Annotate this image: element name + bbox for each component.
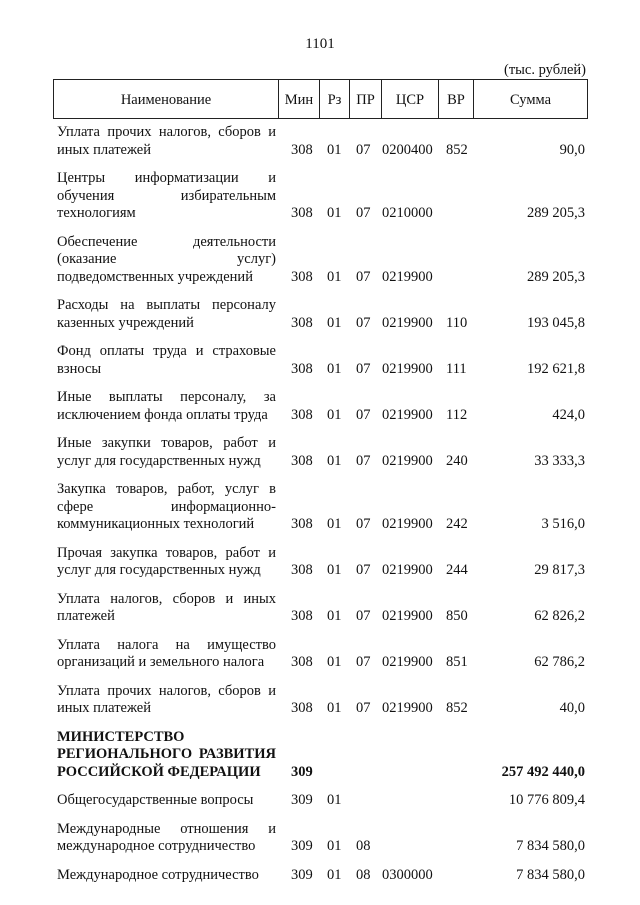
row-sum: 62 826,2 — [534, 608, 585, 624]
row-rz: 01 — [327, 792, 342, 808]
table-row — [57, 683, 588, 718]
row-csr: 0219900 — [382, 562, 433, 578]
row-vr: 242 — [446, 516, 468, 532]
header-name: Наименование — [54, 80, 279, 118]
table-body — [57, 124, 588, 895]
row-pr: 07 — [356, 205, 371, 221]
row-csr: 0219900 — [382, 360, 433, 377]
row-min: 309 — [291, 838, 313, 854]
row-sum: 192 621,8 — [527, 360, 585, 377]
table-row — [57, 867, 588, 885]
row-min: 308 — [291, 205, 313, 221]
table-row — [57, 792, 588, 810]
header-vr: ВР — [439, 80, 474, 118]
row-csr: 0219900 — [382, 700, 433, 716]
row-min: 309 — [291, 792, 313, 808]
table-row — [57, 389, 588, 424]
row-min: 308 — [291, 141, 313, 158]
row-vr: 240 — [446, 452, 468, 469]
row-name: Расходы на выплаты персоналу казенных учреждений — [57, 297, 276, 331]
row-min: 308 — [291, 314, 313, 331]
row-pr: 07 — [356, 516, 371, 532]
row-rz: 01 — [327, 205, 342, 221]
row-name: Уплата налогов, сборов и иных платежей — [57, 590, 276, 624]
row-name: Уплата прочих налогов, сборов и иных платежей — [57, 682, 276, 716]
row-vr: 851 — [446, 654, 468, 670]
row-name: Уплата налога на имущество организаций и земельного налога — [57, 636, 276, 670]
row-sum: 29 817,3 — [534, 562, 585, 578]
row-min: 308 — [291, 406, 313, 423]
row-sum: 40,0 — [559, 700, 585, 716]
row-name: Международные отношения и международное сотрудничество — [57, 820, 276, 854]
row-name: Закупка товаров, работ, услуг в сфере информационно-коммуникационных технологий — [57, 481, 276, 532]
row-sum: 7 834 580,0 — [516, 838, 585, 854]
row-pr: 07 — [356, 268, 371, 285]
row-pr: 07 — [356, 360, 371, 377]
row-name: Фонд оплаты труда и страховые взносы — [57, 343, 276, 377]
row-sum: 7 834 580,0 — [516, 866, 585, 883]
row-rz: 01 — [327, 700, 342, 716]
row-name: Общегосударственные вопросы — [57, 792, 254, 808]
row-csr: 0300000 — [382, 866, 433, 883]
row-rz: 01 — [327, 452, 342, 469]
row-sum: 62 786,2 — [534, 654, 585, 670]
row-min: 308 — [291, 268, 313, 285]
row-rz: 01 — [327, 406, 342, 423]
row-pr: 07 — [356, 141, 371, 158]
row-sum: 289 205,3 — [527, 205, 585, 221]
row-sum: 10 776 809,4 — [508, 792, 585, 808]
table-row — [57, 435, 588, 470]
row-rz: 01 — [327, 562, 342, 578]
row-sum: 257 492 440,0 — [501, 763, 585, 780]
header-csr: ЦСР — [382, 80, 439, 118]
row-rz: 01 — [327, 838, 342, 854]
row-csr: 0219900 — [382, 516, 433, 532]
row-pr: 07 — [356, 406, 371, 423]
row-name: МИНИСТЕРСТВО РЕГИОНАЛЬНОГО РАЗВИТИЯ РОССИЙСКОЙ ФЕДЕРАЦИИ — [57, 728, 276, 780]
row-rz: 01 — [327, 314, 342, 331]
header-sum: Сумма — [509, 92, 552, 108]
row-csr: 0219900 — [382, 268, 433, 285]
row-min: 308 — [291, 360, 313, 377]
row-name: Уплата прочих налогов, сборов и иных платежей — [57, 124, 276, 158]
row-name: Иные выплаты персоналу, за исключением фонда оплаты труда — [57, 389, 276, 423]
row-name: Обеспечение деятельности (оказание услуг) подведомственных учреждений — [57, 233, 276, 285]
row-vr: 111 — [446, 360, 467, 377]
row-sum: 3 516,0 — [541, 516, 585, 532]
row-csr: 0219900 — [382, 406, 433, 423]
table-row — [57, 821, 588, 856]
units-label: (тыс. рублей) — [504, 62, 586, 78]
table-row — [57, 637, 588, 672]
table-row — [57, 481, 588, 534]
header-pr: ПР — [350, 80, 382, 118]
row-vr: 244 — [446, 562, 468, 578]
table-row — [57, 234, 588, 287]
row-pr: 07 — [356, 452, 371, 469]
row-rz: 01 — [327, 608, 342, 624]
row-rz: 01 — [327, 866, 342, 883]
row-pr: 07 — [356, 700, 371, 716]
row-sum: 90,0 — [559, 141, 585, 158]
header-min: Мин — [279, 80, 320, 118]
row-rz: 01 — [327, 141, 342, 158]
row-csr: 0219900 — [382, 452, 433, 469]
row-pr: 07 — [356, 562, 371, 578]
header-rz: Рз — [320, 80, 350, 118]
row-min: 308 — [291, 700, 313, 716]
row-csr: 0219900 — [382, 314, 433, 331]
row-name: Иные закупки товаров, работ и услуг для государственных нужд — [57, 435, 276, 469]
table-row — [57, 591, 588, 626]
row-vr: 852 — [446, 700, 468, 716]
row-min: 309 — [291, 763, 313, 780]
row-csr: 0219900 — [382, 608, 433, 624]
table-row — [57, 297, 588, 332]
row-min: 308 — [291, 452, 313, 469]
row-sum: 33 333,3 — [534, 452, 585, 469]
row-pr: 07 — [356, 608, 371, 624]
row-csr: 0219900 — [382, 654, 433, 670]
row-min: 308 — [291, 516, 313, 532]
row-sum: 424,0 — [552, 406, 585, 423]
row-name: Центры информатизации и обучения избирательным технологиям — [57, 170, 276, 221]
row-vr: 110 — [446, 314, 468, 331]
row-vr: 112 — [446, 406, 468, 423]
row-min: 308 — [291, 654, 313, 670]
table-row — [57, 729, 588, 782]
row-sum: 193 045,8 — [527, 314, 585, 331]
row-name: Международное сотрудничество — [57, 866, 259, 883]
row-pr: 07 — [356, 314, 371, 331]
row-rz: 01 — [327, 654, 342, 670]
row-vr: 852 — [446, 141, 468, 158]
row-sum: 289 205,3 — [527, 268, 585, 285]
table-row — [57, 170, 588, 223]
row-rz: 01 — [327, 516, 342, 532]
table-row — [57, 545, 588, 580]
table-row — [57, 124, 588, 159]
row-rz: 01 — [327, 360, 342, 377]
row-pr: 08 — [356, 838, 371, 854]
table-row — [57, 343, 588, 378]
row-name: Прочая закупка товаров, работ и услуг для государственных нужд — [57, 544, 276, 578]
page-number: 1101 — [305, 36, 335, 52]
row-pr: 07 — [356, 654, 371, 670]
row-min: 308 — [291, 562, 313, 578]
row-rz: 01 — [327, 268, 342, 285]
row-csr: 0210000 — [382, 205, 433, 221]
row-min: 309 — [291, 866, 313, 883]
row-vr: 850 — [446, 608, 468, 624]
table-header — [53, 79, 588, 119]
row-pr: 08 — [356, 866, 371, 883]
row-csr: 0200400 — [382, 141, 433, 158]
row-min: 308 — [291, 608, 313, 624]
